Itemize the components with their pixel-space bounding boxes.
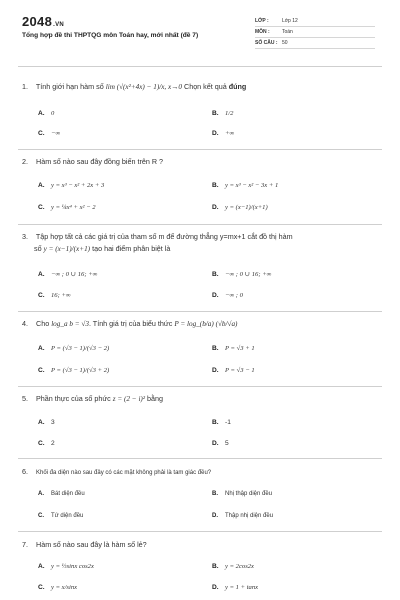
option-c[interactable]: [38, 292, 71, 299]
meta-row-subject: [255, 27, 375, 38]
option-b[interactable]: [212, 345, 255, 352]
document-meta: [255, 16, 375, 49]
option-text: +∞: [225, 130, 235, 137]
question-text: Hàm số nào sau đây là hàm số lẻ?: [36, 540, 147, 549]
option-c[interactable]: [38, 367, 109, 374]
option-label: D.: [212, 440, 219, 447]
question-number: 3.: [22, 232, 28, 241]
option-text: y = ½sinx cos2x: [51, 563, 94, 570]
option-b[interactable]: [212, 270, 271, 278]
option-label: B.: [212, 110, 219, 117]
question-number: 4.: [22, 319, 28, 328]
option-b[interactable]: [212, 563, 254, 570]
document-title: Tổng hợp đề thi THPTQG môn Toán hay, mới nhất (đề 7): [22, 32, 199, 39]
question-math: y = (x−1)/(x+1): [43, 245, 91, 253]
option-label: D.: [212, 130, 219, 137]
question-divider: [18, 458, 382, 459]
meta-key: MÔN :: [255, 29, 270, 35]
meta-row-count: [255, 38, 375, 49]
question-number: 6.: [22, 467, 28, 476]
question-1: [22, 82, 382, 91]
question-4: [22, 319, 382, 328]
option-label: C.: [38, 513, 44, 519]
option-label: B.: [212, 563, 219, 570]
option-label: A.: [38, 271, 45, 278]
option-label: D.: [212, 584, 219, 591]
option-text: P = √3 − 1: [225, 367, 255, 374]
question-6: [22, 467, 382, 476]
option-b[interactable]: [212, 419, 231, 426]
option-label: D.: [212, 367, 219, 374]
option-d[interactable]: [212, 584, 258, 591]
question-divider: [18, 224, 382, 225]
option-b[interactable]: [212, 182, 278, 189]
option-label: B.: [212, 271, 219, 278]
option-label: B.: [212, 182, 219, 189]
option-c[interactable]: [38, 584, 77, 591]
question-2: [22, 157, 382, 166]
option-text: P = (√3 − 1)/(√3 + 2): [51, 367, 110, 374]
question-number: 7.: [22, 540, 28, 549]
meta-value: Lớp 12: [282, 18, 298, 24]
option-label: A.: [38, 419, 45, 426]
option-text: y = 1 + tanx: [225, 584, 259, 591]
option-label: B.: [212, 491, 218, 497]
question-math-expression: P = log_(b/a) (√b/√a): [174, 320, 238, 328]
option-a[interactable]: [38, 182, 104, 189]
option-label: B.: [212, 345, 219, 352]
option-label: C.: [38, 130, 45, 137]
option-text: y = x/sinx: [51, 584, 78, 591]
option-label: C.: [38, 204, 45, 211]
option-text: −∞ ; 0: [225, 292, 243, 299]
option-c[interactable]: [38, 130, 60, 137]
option-label: D.: [212, 513, 218, 519]
option-text: P = (√3 − 1)/(√3 − 2): [51, 345, 110, 352]
option-d[interactable]: [212, 204, 268, 211]
option-d[interactable]: [212, 513, 273, 519]
question-5: [22, 394, 382, 403]
meta-key: LỚP :: [255, 18, 269, 24]
option-text: y = (x−1)/(x+1): [225, 204, 268, 211]
option-text: y = x³ − x² − 3x + 1: [225, 182, 279, 189]
question-divider: [18, 149, 382, 150]
question-emphasis: đúng: [228, 82, 247, 91]
option-label: D.: [212, 292, 219, 299]
option-a[interactable]: [38, 419, 55, 426]
option-text: Bát diện đều: [51, 491, 85, 497]
option-c[interactable]: [38, 440, 55, 447]
option-text: 0: [51, 110, 55, 117]
question-text: Phần thực của số phức: [36, 394, 111, 403]
question-number: 5.: [22, 394, 28, 403]
option-a[interactable]: [38, 110, 54, 117]
header-divider: [18, 66, 382, 67]
option-label: C.: [38, 440, 45, 447]
option-label: D.: [212, 204, 219, 211]
question-text: số: [34, 244, 42, 253]
option-d[interactable]: [212, 130, 234, 137]
question-text: Hàm số nào sau đây đồng biến trên R ?: [36, 157, 164, 166]
question-text: Tính giới hạn hàm số: [35, 82, 104, 91]
option-text: −∞: [51, 130, 61, 137]
logo-text: 2048: [22, 14, 53, 29]
option-text: 2: [51, 440, 55, 447]
question-text: Cho: [36, 319, 50, 328]
question-math: lim (√(x²+4x) − 1)/x, x→0: [105, 83, 182, 91]
option-label: C.: [38, 292, 45, 299]
option-b[interactable]: [212, 110, 233, 117]
option-text: -1: [225, 419, 231, 426]
meta-key: SỐ CÂU :: [255, 40, 278, 46]
question-text-after: tạo hai điểm phân biệt là: [92, 244, 171, 253]
meta-value: Toán: [282, 29, 293, 35]
option-text: P = √3 + 1: [225, 345, 255, 352]
option-text: y = x³ − x² + 2x + 3: [51, 182, 105, 189]
question-divider: [18, 311, 382, 312]
option-text: Tứ diện đều: [51, 513, 84, 519]
option-c[interactable]: [38, 204, 96, 211]
option-text: −∞ ; 0 ∪ 16; +∞: [51, 271, 98, 278]
question-text-middle: . Tính giá trị của biểu thức: [88, 319, 173, 328]
option-label: B.: [212, 419, 219, 426]
option-label: C.: [38, 367, 45, 374]
option-c[interactable]: [38, 513, 83, 519]
question-number: 1.: [22, 82, 28, 91]
question-text-after: Chọn kết quả: [184, 82, 227, 91]
option-text: −∞ ; 0 ∪ 16; +∞: [225, 271, 272, 278]
option-label: A.: [38, 345, 45, 352]
option-text: Thập nhị diện đều: [225, 513, 274, 519]
option-label: A.: [38, 563, 45, 570]
question-divider: [18, 531, 382, 532]
option-text: y = 2cos2x: [225, 563, 254, 570]
question-math: z = (2 − i)²: [112, 395, 145, 403]
question-7: [22, 540, 382, 549]
option-text: 16; +∞: [51, 292, 71, 299]
meta-row-class: [255, 16, 375, 27]
question-text: Khối đa diện nào sau đây có các mặt không phải là tam giác đều?: [36, 470, 212, 476]
question-math: log_a b = √3: [51, 320, 89, 328]
option-d[interactable]: [212, 367, 255, 374]
option-d[interactable]: [212, 292, 243, 299]
option-a[interactable]: [38, 270, 97, 278]
option-text: 5: [225, 440, 229, 447]
option-label: A.: [38, 110, 45, 117]
meta-value: 50: [282, 40, 288, 46]
question-number: 2.: [22, 157, 28, 166]
page-header: [0, 0, 400, 64]
option-text: y = ¼x⁴ + x² − 2: [51, 204, 96, 211]
option-label: C.: [38, 584, 45, 591]
option-a[interactable]: [38, 345, 109, 352]
question-text: Tập hợp tất cả các giá trị của tham số m để đường thẳng y=mx+1 cắt đồ thị hàm: [35, 232, 293, 241]
option-label: A.: [38, 491, 44, 497]
question-text-after: bằng: [146, 394, 163, 403]
question-3: [22, 232, 382, 253]
option-a[interactable]: [38, 491, 85, 497]
logo-suffix: .VN: [53, 22, 65, 28]
question-line-2: [22, 244, 382, 253]
question-divider: [18, 386, 382, 387]
site-logo[interactable]: [22, 14, 64, 29]
option-a[interactable]: [38, 563, 94, 570]
option-text: 1/2: [225, 110, 234, 117]
option-d[interactable]: [212, 440, 229, 447]
option-text: Nhị thập diện đều: [225, 491, 273, 497]
option-b[interactable]: [212, 491, 272, 497]
option-text: 3: [51, 419, 55, 426]
option-label: A.: [38, 182, 45, 189]
